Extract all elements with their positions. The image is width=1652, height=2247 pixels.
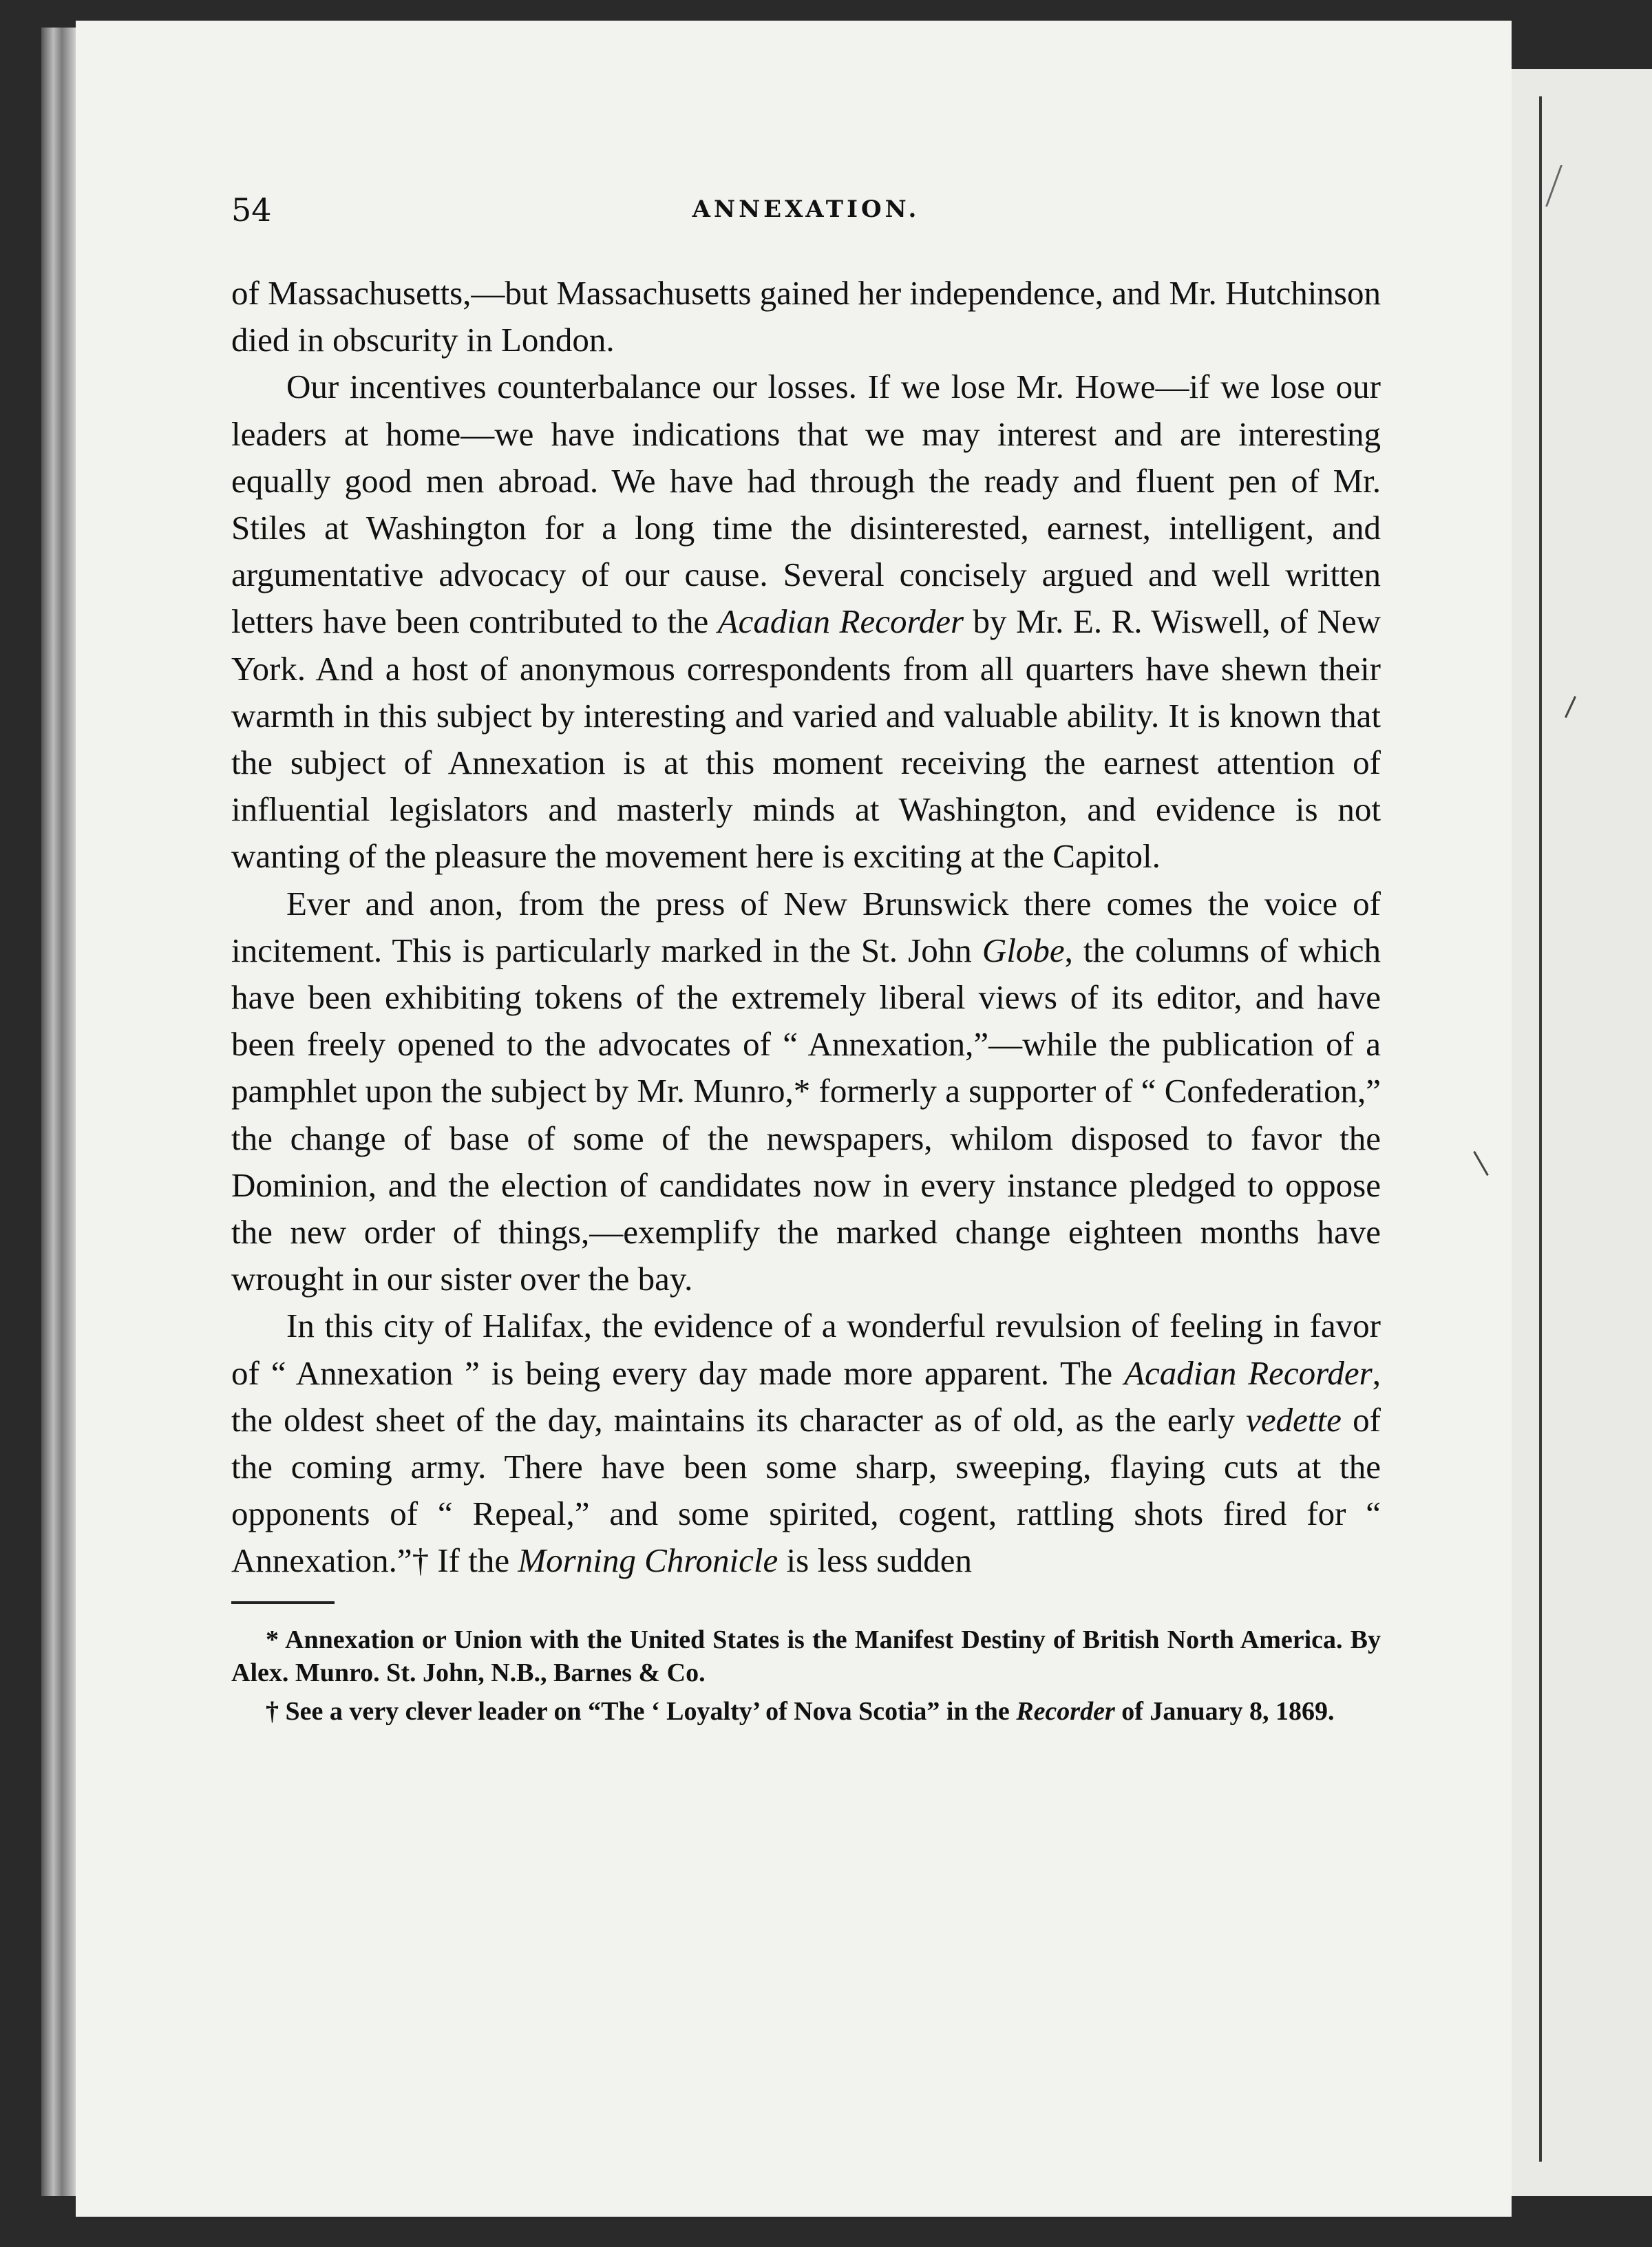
paragraph-text: by Mr. E. R. Wiswell, of New York. And a host of anonymous correspondents from all quarters have shewn their warmth in this subject by interesting and varied and valuable ability. It is known that the subject of Annexation is at this moment receiving the earnest attention of influential legislators and masterly minds at Washington, and evidence is not wanting of the pleasure the movement here is exciting at the Capitol.: [231, 602, 1381, 876]
paragraph-text: , the columns of which have been exhibiting tokens of the extremely liberal views of its editor, and have been freely opened to the advocates of “ Annexation,”—while the publication of a pamphlet upon the subject by Mr. Munro,* formerly a supporter of “ Confederation,” the change of base of some of the newspapers, whilom disposed to favor the Dominion, and the election of candidates now in every instance pledged to oppose the new order of things,—exemplify the marked change eighteen months have wrought in our sister over the bay.: [231, 931, 1381, 1298]
running-head: ANNEXATION.: [692, 196, 920, 223]
body-text: [231, 270, 1381, 1585]
paragraph-text: of Massachusetts,—but Massachusetts gained her independence, and Mr. Hutchinson died in obscurity in London.: [231, 274, 1381, 359]
periodical-title: Acadian Recorder: [1124, 1353, 1373, 1392]
page-header: [231, 191, 1381, 240]
paragraph: [231, 880, 1381, 1303]
page-content: [231, 191, 1381, 1733]
paragraph-text: , the oldest sheet of the day, maintains its character as of old, as the early: [231, 1353, 1381, 1439]
footnote-text: * Annexation or Union with the United States is the Manifest Destiny of British North America. By Alex. Munro. St. John, N.B., Barnes & Co.: [231, 1625, 1381, 1687]
book-page: [76, 21, 1512, 2217]
periodical-title: Acadian Recorder: [717, 602, 964, 641]
paragraph: [231, 363, 1381, 880]
footnotes: [231, 1623, 1381, 1728]
paragraph: [231, 270, 1381, 363]
paragraph-text: is less sudden: [778, 1541, 973, 1580]
footnote: [231, 1695, 1381, 1728]
paragraph-text: Our incentives counterbalance our losses. If we lose Mr. Howe—if we lose our leaders at home—we have indications that we may interest and are interesting equally good men abroad. We have had through the ready and fluent pen of Mr. Stiles at Washington for a long time the disinterested, earnest, intelligent, and argumentative advocacy of our cause. Several concisely argued and well written letters have been contributed to the: [231, 368, 1381, 641]
book-binding-edge: [41, 28, 76, 2196]
periodical-title: Globe: [982, 931, 1065, 969]
footnote: [231, 1623, 1381, 1689]
periodical-title: Morning Chronicle: [518, 1541, 779, 1580]
footnote-rule: [231, 1601, 335, 1604]
adjacent-page-rule: [1539, 96, 1542, 2162]
footnote-text: † See a very clever leader on “The ‘ Loyalty’ of Nova Scotia” in the: [266, 1696, 1017, 1726]
italic-term: vedette: [1246, 1400, 1342, 1439]
paragraph-text: Ever and anon, from the press of New Brunswick there comes the voice of incitement. This is particularly marked in the St. John: [231, 884, 1381, 969]
page-number: 54: [231, 191, 272, 229]
adjacent-page-strip: [1512, 69, 1652, 2196]
paragraph-text: In this city of Halifax, the evidence of a wonderful revulsion of feeling in favor of “ Annexation ” is being every day made more apparent. The: [231, 1307, 1381, 1392]
adjacent-page-mark: [1545, 165, 1597, 207]
periodical-title: Recorder: [1016, 1696, 1115, 1726]
paragraph: [231, 1302, 1381, 1584]
paragraph-text: of the coming army. There have been some sharp, sweeping, flaying cuts at the opponents of “ Repeal,” and some spirited, cogent, rattling shots fired for “ Annexation.”† If the: [231, 1400, 1381, 1580]
margin-mark: [1473, 1151, 1489, 1176]
footnote-text: of January 8, 1869.: [1114, 1696, 1335, 1726]
